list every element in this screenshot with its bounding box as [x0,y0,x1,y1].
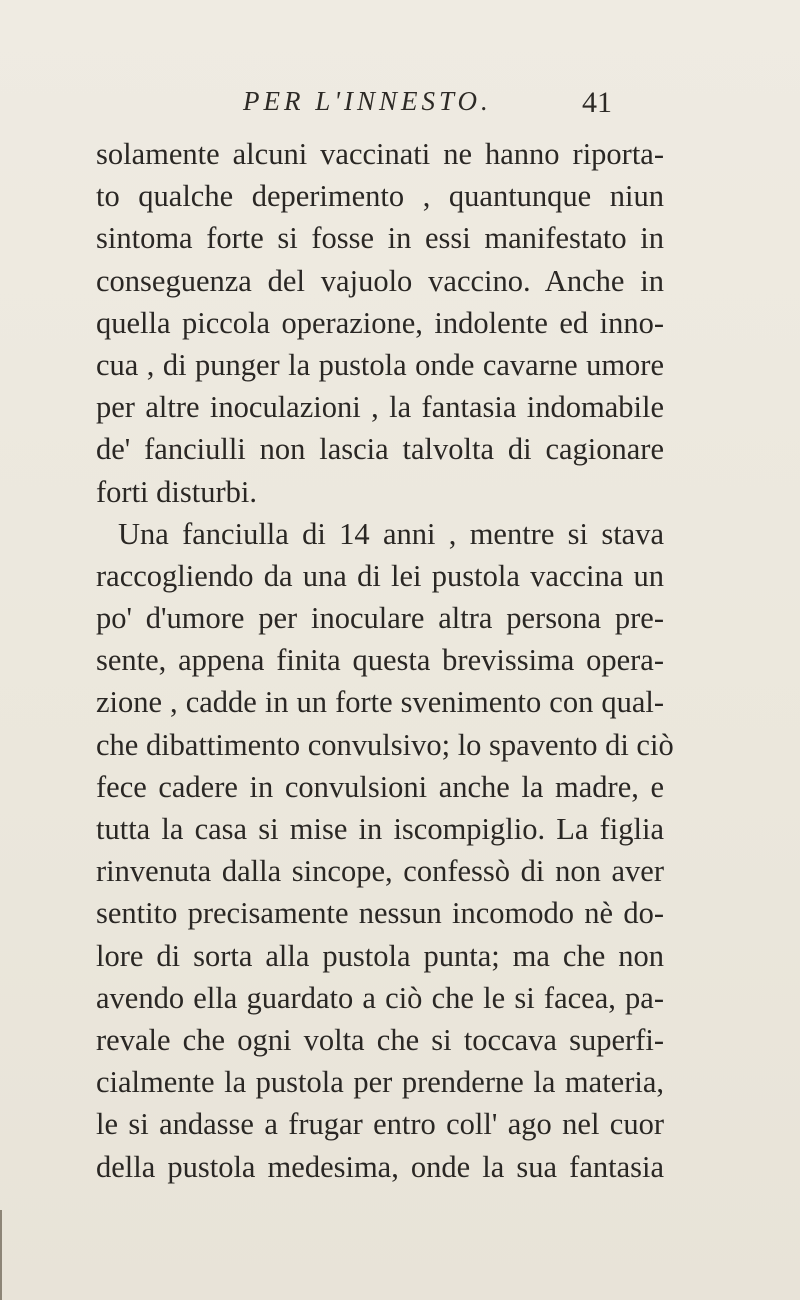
text-line: to qualche deperimento , quantunque niun [96,179,664,214]
text-line: sentito precisamente nessun incomodo nè do- [96,896,664,931]
text-line: sintoma forte si fosse in essi manifestato in [96,221,664,256]
text-line: po' d'umore per inoculare altra persona pre- [96,601,664,636]
text-line: cialmente la pustola per prenderne la materia, [96,1065,664,1100]
text-line: sente, appena finita questa brevissima opera- [96,643,664,678]
text-line: della pustola medesima, onde la sua fantasia [96,1149,664,1184]
running-title: PER L'INNESTO. [243,86,492,116]
text-line: zione , cadde in un forte svenimento con qual- [96,685,664,720]
body-text [96,133,674,1188]
text-line: Una fanciulla di 14 anni , mentre si stava [118,516,664,551]
text-line: le si andasse a frugar entro coll' ago nel cuor [96,1107,664,1142]
text-line: per altre inoculazioni , la fantasia indomabile [96,390,664,425]
text-line: conseguenza del vajuolo vaccino. Anche in [96,263,664,298]
running-head [0,86,800,126]
text-line: quella piccola operazione, indolente ed inno- [96,305,664,340]
text-line: che dibattimento convulsivo; lo spavento di ciò [96,727,674,762]
text-line: solamente alcuni vaccinati ne hanno riporta- [96,137,664,171]
text-line: cua , di punger la pustola onde cavarne umore [96,347,664,382]
text-line: lore di sorta alla pustola punta; ma che non [96,938,664,973]
text-line: de' fanciulli non lascia talvolta di cagionare [96,432,664,467]
text-line: avendo ella guardato a ciò che le si facea, pa- [96,980,664,1015]
text-line: rinvenuta dalla sincope, confessò di non aver [96,854,664,889]
text-line: tutta la casa si mise in iscompiglio. La figlia [96,812,664,846]
text-line: forti disturbi. [96,474,257,509]
page-edge-mark [0,1210,2,1300]
text-line: raccogliendo da una di lei pustola vaccina un [96,558,664,593]
page-number: 41 [582,86,612,119]
text-line: revale che ogni volta che si toccava superfi- [96,1022,664,1057]
text-line: fece cadere in convulsioni anche la madre, e [96,769,664,804]
